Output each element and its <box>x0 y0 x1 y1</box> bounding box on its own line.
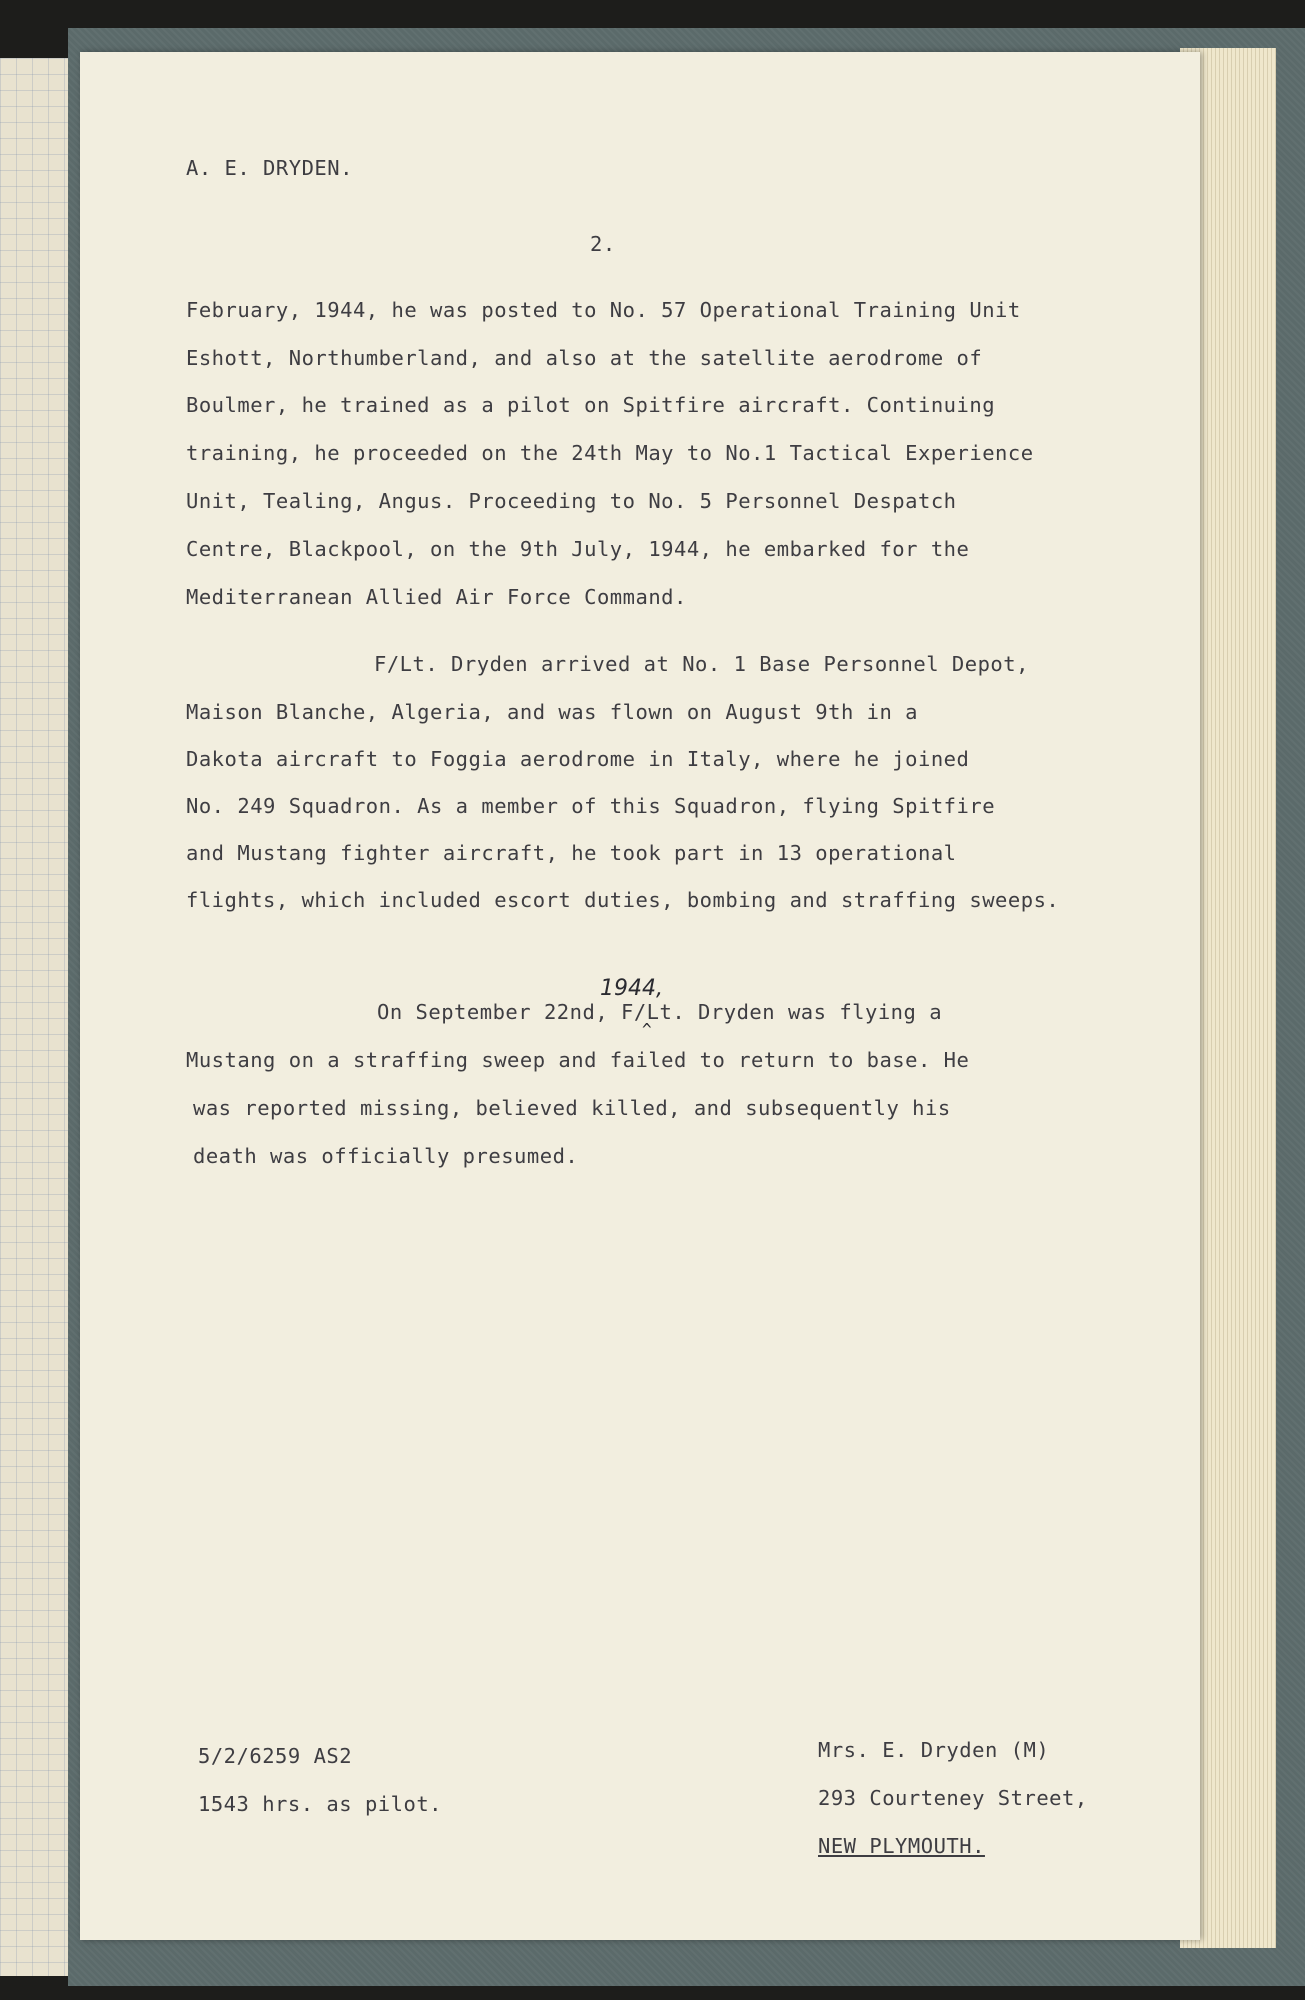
paragraph-line: was reported missing, believed killed, and subsequently his <box>193 1096 951 1120</box>
flying-hours: 1543 hrs. as pilot. <box>198 1792 442 1816</box>
document-page <box>80 52 1200 1940</box>
paragraph-line: Dakota aircraft to Foggia aerodrome in Italy, where he joined <box>186 747 970 771</box>
handwritten-insertion: 1944, <box>600 976 663 1001</box>
paragraph-line: and Mustang fighter aircraft, he took part in 13 operational <box>186 841 957 865</box>
facing-page <box>0 58 70 1976</box>
paragraph-line: Boulmer, he trained as a pilot on Spitfire aircraft. Continuing <box>186 393 996 417</box>
document-header: A. E. DRYDEN. <box>186 156 353 180</box>
file-reference: 5/2/6259 AS2 <box>198 1744 353 1768</box>
paragraph-line: No. 249 Squadron. As a member of this Squadron, flying Spitfire <box>186 794 996 818</box>
paragraph-line: Unit, Tealing, Angus. Proceeding to No. 5 Personnel Despatch <box>186 489 957 513</box>
paragraph-line: F/Lt. Dryden arrived at No. 1 Base Personnel Depot, <box>374 652 1029 676</box>
paragraph-line: February, 1944, he was posted to No. 57 Operational Training Unit <box>186 298 1021 322</box>
paragraph-line: Maison Blanche, Algeria, and was flown on August 9th in a <box>186 700 918 724</box>
insertion-caret: ^ <box>642 1020 652 1039</box>
paragraph-line: Eshott, Northumberland, and also at the satellite aerodrome of <box>186 346 983 370</box>
next-of-kin-street: 293 Courteney Street, <box>818 1786 1088 1810</box>
paragraph-line: death was officially presumed. <box>193 1144 579 1168</box>
next-of-kin-name: Mrs. E. Dryden (M) <box>818 1738 1050 1762</box>
paragraph-line: Centre, Blackpool, on the 9th July, 1944, he embarked for the <box>186 537 970 561</box>
paragraph-line: Mediterranean Allied Air Force Command. <box>186 585 687 609</box>
paragraph-line: On September 22nd, F/Lt. Dryden was flying a <box>377 1000 943 1024</box>
next-of-kin-city: NEW PLYMOUTH. <box>818 1834 985 1858</box>
paragraph-line: Mustang on a straffing sweep and failed to return to base. He <box>186 1048 970 1072</box>
paragraph-line: training, he proceeded on the 24th May to No.1 Tactical Experience <box>186 441 1034 465</box>
page-number: 2. <box>590 232 616 256</box>
paragraph-line: flights, which included escort duties, bombing and straffing sweeps. <box>186 888 1060 912</box>
